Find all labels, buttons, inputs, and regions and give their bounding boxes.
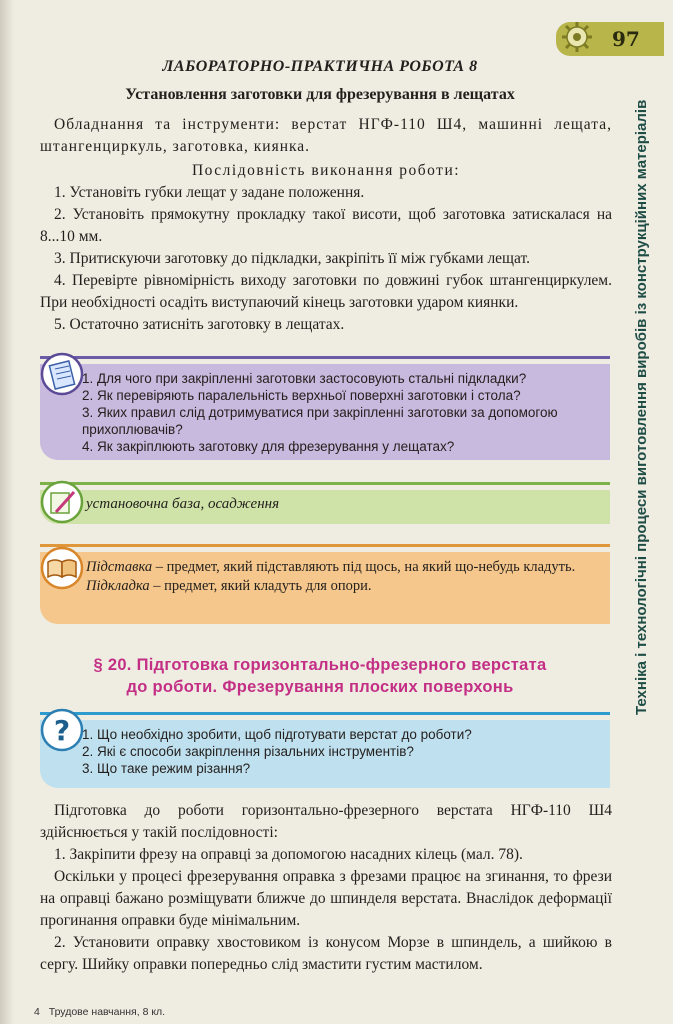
question-item: 3. Що таке режим різання? bbox=[82, 761, 251, 776]
definition-item bbox=[86, 558, 606, 577]
question-item: 4. Як закріплюють заготовку для фрезерування у лещатах? bbox=[82, 439, 455, 454]
key-terms-rule bbox=[40, 482, 610, 485]
question-item: 1. Що необхідно зробити, щоб підготувати верстат до роботи? bbox=[82, 727, 472, 742]
body-paragraph: 1. Закріпити фрезу на оправці за допомогою насадних кілець (мал. 78). bbox=[54, 846, 523, 863]
svg-text:?: ? bbox=[53, 714, 71, 747]
question-item: 1. Для чого при закріпленні заготовки застосовують стальні підкладки? bbox=[82, 371, 527, 386]
equipment-label: Обладнання та інструменти: bbox=[54, 116, 281, 133]
question-item: 2. Які є способи закріплення різальних інструментів? bbox=[82, 744, 414, 759]
questions-box bbox=[40, 356, 610, 460]
questions-list bbox=[82, 370, 610, 455]
side-chapter-title: Техніка і технологічні процеси виготовлення виробів із конструкційних матеріалів bbox=[633, 99, 650, 715]
body-paragraph: Оскільки у процесі фрезерування оправка з фрезами працює на згинання, то фрези на оправці бажано розміщувати ближче до шпинделя верстата. Внаслідок деформації прогинання оправки буде мінімальним. bbox=[40, 868, 612, 929]
questions-box-rule bbox=[40, 356, 610, 359]
footer-book-title: Трудове навчання, 8 кл. bbox=[48, 1006, 166, 1018]
equipment-text: верстат НГФ-110 Ш4, машинні лещата, штангенциркуль, заготовка, киянка. bbox=[40, 116, 613, 155]
steps-heading: Послідовність виконання роботи: bbox=[191, 162, 461, 179]
key-terms-text: установочна база, осадження bbox=[86, 496, 280, 512]
equipment-paragraph bbox=[40, 114, 612, 158]
body-paragraph: 2. Установити оправку хвостовиком із конусом Морзе в шпиндель, а шийкою в сергу. Шийку оправки попередньо слід змастити густим мастилом. bbox=[40, 934, 612, 973]
page-binding-shade bbox=[0, 0, 14, 1024]
definition-term: Підкладка bbox=[86, 578, 150, 594]
body-paragraph: Підготовка до роботи горизонтально-фрезерного верстата НГФ-110 Ш4 здійснюється у такій послідовності: bbox=[40, 802, 612, 841]
section-title-line: § 20. Підготовка горизонтально-фрезерного верстата bbox=[93, 656, 547, 674]
definition-text: – предмет, який кладуть для опори. bbox=[149, 578, 372, 594]
lab-body bbox=[40, 114, 612, 336]
step-item: 2. Установіть прямокутну прокладку такої висоти, щоб заготовка затискалася на 8...10 мм. bbox=[40, 206, 612, 245]
definition-text: – предмет, який підставляють під щось, на який що-небудь кладуть. bbox=[152, 559, 576, 575]
lab-subtitle: Установлення заготовки для фрезерування в лещатах bbox=[125, 86, 515, 103]
definition-item bbox=[86, 577, 606, 596]
open-book-icon bbox=[40, 546, 84, 590]
section-questions-list bbox=[82, 726, 472, 777]
page-footer bbox=[34, 1006, 165, 1018]
step-item: 5. Остаточно затисніть заготовку в лещатах. bbox=[54, 316, 345, 333]
gear-icon bbox=[560, 20, 594, 54]
notebook-icon bbox=[40, 352, 84, 396]
step-item: 4. Перевірте рівномірність виходу заготовки по довжині губок штангенциркулем. При необхідності осадіть виступаючий кінець заготовки ударом киянки. bbox=[40, 272, 612, 311]
key-terms-box bbox=[40, 482, 610, 524]
pen-paper-icon bbox=[40, 480, 84, 524]
section-title bbox=[40, 654, 600, 698]
footer-index: 4 bbox=[34, 1006, 40, 1018]
lab-title: ЛАБОРАТОРНО-ПРАКТИЧНА РОБОТА 8 bbox=[162, 58, 478, 75]
definitions-list bbox=[86, 558, 606, 596]
section-title-line: до роботи. Фрезерування плоских поверхонь bbox=[126, 678, 514, 696]
step-item: 1. Установіть губки лещат у задане положення. bbox=[54, 184, 365, 201]
section-questions-box bbox=[40, 712, 610, 788]
section-body bbox=[40, 800, 612, 976]
definitions-box bbox=[40, 544, 610, 624]
page-number: 97 bbox=[612, 27, 640, 51]
question-item: 2. Як перевіряють паралельність верхньої поверхні заготовки і стола? bbox=[82, 388, 521, 403]
definition-term: Підставка bbox=[86, 559, 153, 575]
question-item: 3. Яких правил слід дотримуватися при закріпленні заготовки за допомогою прихоплювачів? bbox=[82, 405, 558, 437]
section-questions-rule bbox=[40, 712, 610, 715]
step-item: 3. Притискуючи заготовку до підкладки, закріпіть її між губками лещат. bbox=[54, 250, 530, 267]
definitions-rule bbox=[40, 544, 610, 547]
question-mark-icon bbox=[40, 708, 84, 752]
